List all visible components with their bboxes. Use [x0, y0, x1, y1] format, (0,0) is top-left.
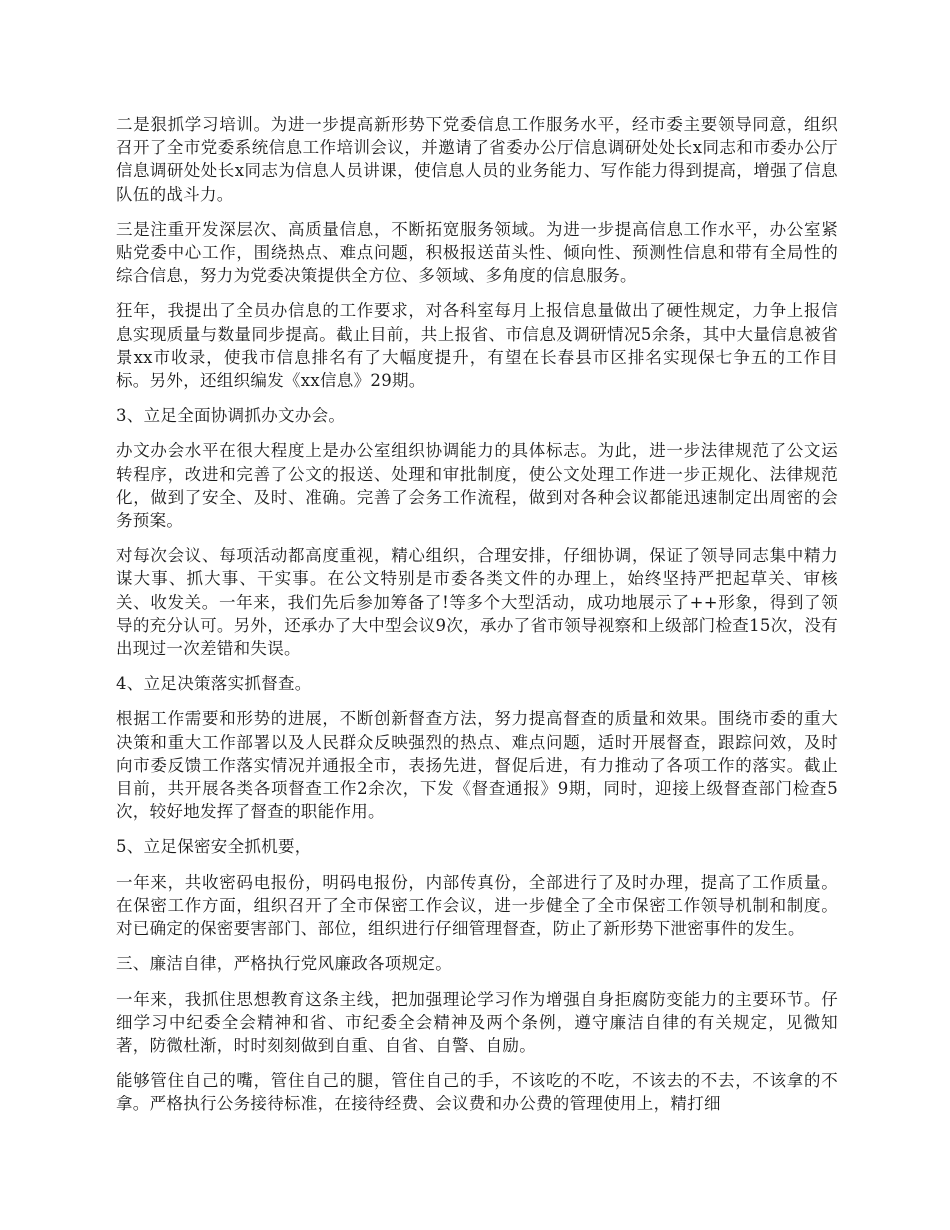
paragraph-confidentiality: 一年来，共收密码电报份，明码电报份，内部传真份，全部进行了及时办理，提高了工作质量。在保密工作方面，组织召开了全市保密工作会议，进一步健全了全市保密工作领导机制和制度。对已确定的保密要害部门、部位，组织进行仔细管理督查，防止了新形势下泄密事件的发生。 [116, 872, 838, 939]
paragraph-study-training: 二是狠抓学习培训。为进一步提高新形势下党委信息工作服务水平，经市委主要领导同意，组织召开了全市党委系统信息工作培训会议，并邀请了省委办公厅信息调研处处长x同志和市委办公厅信息调研处处长x同志为信息人员讲课，使信息人员的业务能力、写作能力得到提高，增强了信息队伍的战斗力。 [116, 115, 838, 204]
paragraph-meetings: 对每次会议、每项活动都高度重视，精心组织，合理安排，仔细协调，保证了领导同志集中精力谋大事、抓大事、干实事。在公文特别是市委各类文件的办理上，始终坚持严把起草关、审核关、收发关。一年来，我们先后参加筹备了!等多个大型活动，成功地展示了++形象，得到了领导的充分认可。另外，还承办了大中型会议9次，承办了省市领导视察和上级部门检查15次，没有出现过一次差错和失误。 [116, 546, 838, 659]
paragraph-deep-information: 三是注重开发深层次、高质量信息，不断拓宽服务领域。为进一步提高信息工作水平，办公室紧贴党委中心工作，围绕热点、难点问题，积极报送苗头性、倾向性、预测性信息和带有全局性的综合信息，努力为党委决策提供全方位、多领域、多角度的信息服务。 [116, 219, 838, 286]
paragraph-integrity-education: 一年来，我抓住思想教育这条主线，把加强理论学习作为增强自身拒腐防变能力的主要环节。仔细学习中纪委全会精神和省、市纪委全会精神及两个条例，遵守廉洁自律的有关规定，见微知著，防微杜渐，时时刻刻做到自重、自省、自警、自励。 [116, 989, 838, 1055]
heading-confidentiality: 5、立足保密安全抓机要， [116, 837, 312, 857]
heading-coordination: 3、立足全面协调抓办文办会。 [116, 406, 346, 426]
document-page [116, 113, 838, 1128]
heading-integrity: 三、廉洁自律，严格执行党风廉政各项规定。 [116, 954, 452, 974]
paragraph-information-requirements: 狂年，我提出了全员办信息的工作要求，对各科室每月上报信息量做出了硬性规定，力争上报信息实现质量与数量同步提高。截止目前，共上报省、市信息及调研情况5余条，其中大量信息被省景xx市收录，使我市信息排名有了大幅度提升，有望在长春县市区排名实现保七争五的工作目标。另外，还组织编发《xx信息》29期。 [116, 301, 838, 391]
paragraph-self-discipline: 能够管住自己的嘴，管住自己的腿，管住自己的手，不该吃的不吃，不该去的不去，不该拿的不拿。严格执行公务接待标准，在接待经费、会议费和办公费的管理使用上，精打细 [116, 1071, 838, 1114]
heading-supervision: 4、立足决策落实抓督查。 [116, 674, 312, 694]
paragraph-document-handling: 办文办会水平在很大程度上是办公室组织协调能力的具体标志。为此，进一步法律规范了公文运转程序，改进和完善了公文的报送、处理和审批制度，使公文处理工作进一步正规化、法律规范化，做到了安全、及时、准确。完善了会务工作流程，做到对各种会议都能迅速制定出周密的会务预案。 [116, 441, 838, 531]
paragraph-supervision: 根据工作需要和形势的进展，不断创新督查方法，努力提高督查的质量和效果。围绕市委的重大决策和重大工作部署以及人民群众反映强烈的热点、难点问题，适时开展督查，跟踪问效，及时向市委反馈工作落实情况并通报全市，表扬先进，督促后进，有力推动了各项工作的落实。截止目前，共开展各类各项督查工作2余次，下发《督查通报》9期，同时，迎接上级督查部门检查5次，较好地发挥了督查的职能作用。 [116, 709, 838, 822]
